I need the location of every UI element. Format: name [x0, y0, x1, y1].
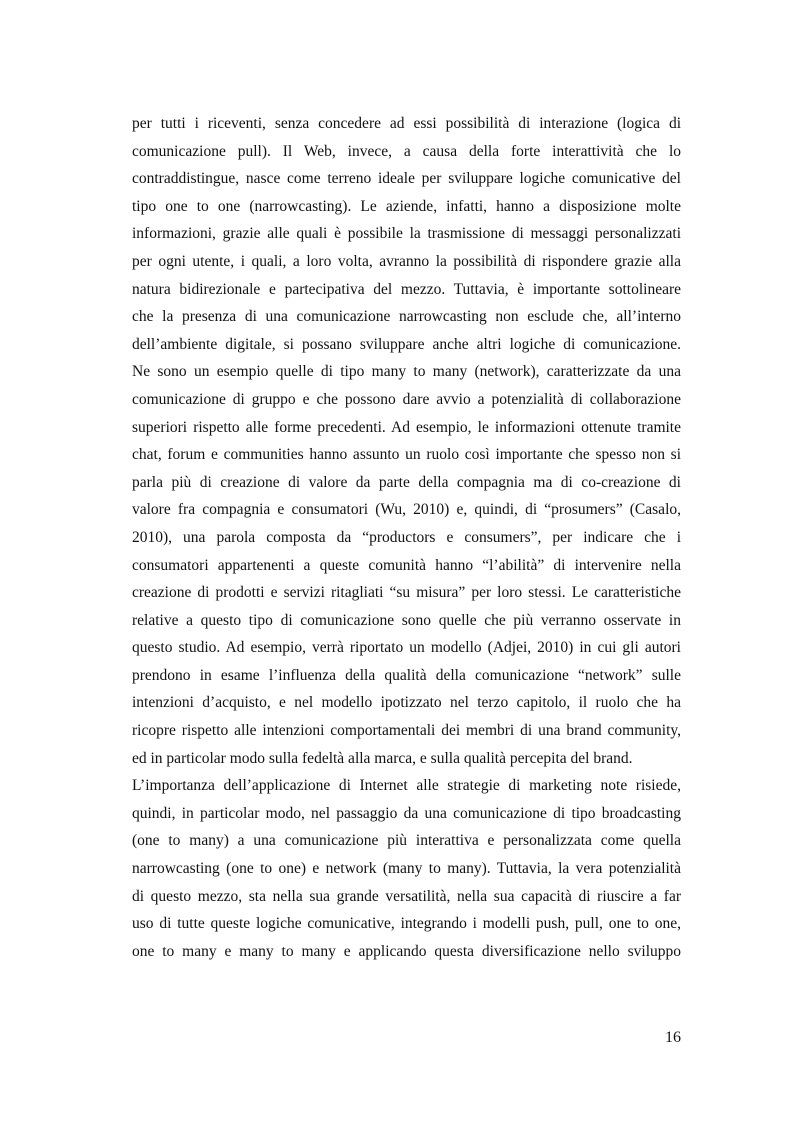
text-line: per tutti i riceventi, senza concedere ad essi possibilità di interazione (logica di — [132, 115, 681, 132]
text-line: natura bidirezionale e partecipativa del mezzo. Tuttavia, è importante sottolineare — [132, 280, 681, 298]
text-line: informazioni, grazie alle quali è possibile la trasmissione di messaggi personalizzati — [132, 225, 681, 243]
text-line: questo studio. Ad esempio, verrà riportato un modello (Adjei, 2010) in cui gli autori — [132, 639, 681, 657]
text-line: (one to many) a una comunicazione più interattiva e personalizzata come quella — [132, 832, 681, 850]
text-line: ed in particolar modo sulla fedeltà alla marca, e sulla qualità percepita del brand. — [132, 749, 633, 767]
text-line: comunicazione di gruppo e che possono dare avvio a potenzialità di collaborazione — [132, 390, 681, 408]
text-line: uso di tutte queste logiche comunicative, integrando i modelli push, pull, one to one, — [132, 915, 681, 933]
text-line: Ne sono un esempio quelle di tipo many to many (network), caratterizzate da una — [132, 363, 681, 381]
text-line: di questo mezzo, sta nella sua grande versatilità, nella sua capacità di riuscire a far — [132, 887, 681, 905]
text-line: che la presenza di una comunicazione narrowcasting non esclude che, all’interno — [132, 308, 681, 326]
text-line: 2010), una parola composta da “productors e consumers”, per indicare che i — [132, 528, 681, 546]
text-line: quindi, in particolar modo, nel passaggio da una comunicazione di tipo broadcasting — [132, 804, 681, 822]
body-text — [132, 110, 681, 965]
text-line: creazione di prodotti e servizi ritagliati “su misura” per loro stessi. Le caratteristiche — [132, 584, 681, 602]
text-line: parla più di creazione di valore da parte della compagnia ma di co-creazione di — [132, 473, 681, 491]
text-line: tipo one to one (narrowcasting). Le aziende, infatti, hanno a disposizione molte — [132, 197, 681, 215]
text-line: dell’ambiente digitale, si possano sviluppare anche altri logiche di comunicazione. — [132, 335, 681, 353]
text-line: comunicazione pull). Il Web, invece, a causa della forte interattività che lo — [132, 142, 681, 160]
text-line: consumatori appartenenti a queste comunità hanno “l’abilità” di intervenire nella — [132, 556, 681, 574]
text-line: intenzioni d’acquisto, e nel modello ipotizzato nel terzo capitolo, il ruolo che ha — [132, 694, 681, 712]
text-line: L’importanza dell’applicazione di Internet alle strategie di marketing note risiede, — [132, 777, 681, 795]
text-line: per ogni utente, i quali, a loro volta, avranno la possibilità di rispondere grazie alla — [132, 252, 681, 270]
text-line: prendono in esame l’influenza della qualità della comunicazione “network” sulle — [132, 666, 681, 684]
text-line: chat, forum e communities hanno assunto un ruolo così importante che spesso non si — [132, 446, 681, 464]
text-line: superiori rispetto alle forme precedenti. Ad esempio, le informazioni ottenute tramite — [132, 418, 681, 436]
page-number: 16 — [665, 1029, 681, 1046]
text-line: narrowcasting (one to one) e network (many to many). Tuttavia, la vera potenzialità — [132, 860, 681, 878]
text-line: contraddistingue, nasce come terreno ideale per sviluppare logiche comunicative del — [132, 170, 681, 188]
text-line: one to many e many to many e applicando questa diversificazione nello sviluppo — [132, 942, 681, 960]
text-line: ricopre rispetto alle intenzioni comportamentali dei membri di una brand community, — [132, 722, 681, 740]
text-line: relative a questo tipo di comunicazione sono quelle che più verranno osservate in — [132, 611, 681, 629]
text-line: valore fra compagnia e consumatori (Wu, 2010) e, quindi, di “prosumers” (Casalo, — [132, 501, 681, 519]
